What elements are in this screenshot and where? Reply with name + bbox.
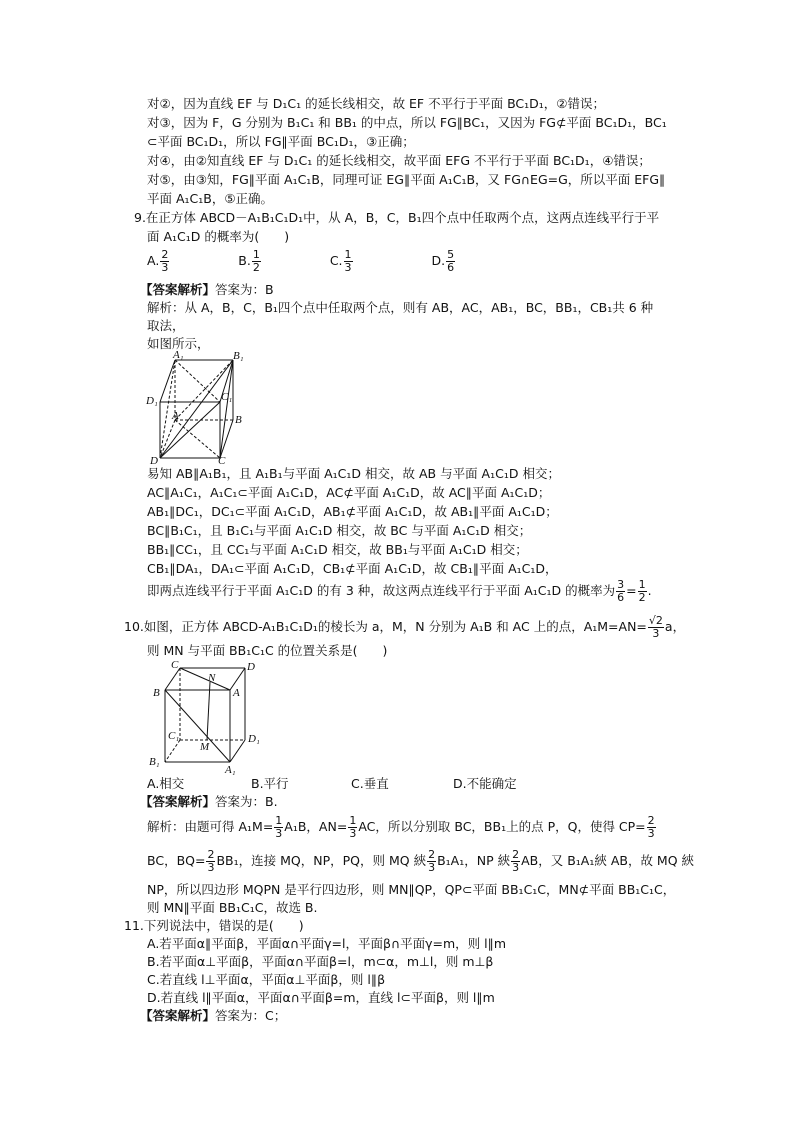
- solution-line: ⊂平面 BC₁D₁，所以 FG∥平面 BC₁D₁，③正确；: [147, 134, 415, 149]
- q9-label-A1: A₁: [173, 350, 184, 361]
- q9-analysis: 取法，: [147, 318, 185, 333]
- q11-option-d: D.若直线 l∥平面α，平面α∩平面β=m，直线 l⊂平面β，则 l∥m: [147, 990, 495, 1005]
- q9-label-D: D: [150, 455, 158, 465]
- q9-analysis: 解析：从 A，B，C，B₁四个点中任取两个点，则有 AB，AC，AB₁，BC，BB₁，CB₁共 6 种: [147, 300, 654, 315]
- q10-analysis: NP，所以四边形 MQPN 是平行四边形，则 MN∥QP，QP⊂平面 BB₁C₁C，MN⊄平面 BB₁C₁C，: [147, 882, 676, 897]
- q10-label-A: A: [233, 687, 240, 699]
- q9-label-B1: B₁: [233, 350, 244, 362]
- q9-answer: 【答案解析】答案为：B: [140, 282, 274, 297]
- q10-option-b: B.平行: [251, 776, 289, 791]
- q10-option-d: D.不能确定: [453, 776, 517, 791]
- q9-reason: AC∥A₁C₁，A₁C₁⊂平面 A₁C₁D，AC⊄平面 A₁C₁D，故 AC∥平面 A₁C₁D；: [147, 485, 551, 500]
- q10-analysis: BC，BQ= $\frac{2}{3}$ BB₁，连接 MQ，NP，PQ，则 MQ 綊 $\frac{2}{3}$ B₁A₁，NP 綊 $\frac{2}{3}$ AB，又 B₁A₁綊 AB，故 MQ 綊: [147, 848, 695, 874]
- q9-label-B: B: [235, 414, 242, 426]
- q10-analysis: 则 MN∥平面 BB₁C₁C，故选 B.: [147, 900, 318, 915]
- q9-label-C1: C₁: [221, 391, 233, 403]
- q10-label-N: N: [208, 672, 216, 684]
- q10-option-c: C.垂直: [351, 776, 389, 791]
- q10-label-A1: A₁: [225, 764, 236, 775]
- solution-line: 对④，由②知直线 EF 与 D₁C₁ 的延长线相交，故平面 EFG 不平行于平面 BC₁D₁，④错误；: [147, 153, 651, 168]
- q9-label-C: C: [218, 455, 226, 465]
- q10-stem: 10.如图，正方体 ABCD-A₁B₁C₁D₁的棱长为 a，M，N 分别为 A₁B 和 AC 上的点，A₁M=AN= $\frac{√2}{3}$ a，: [124, 614, 686, 640]
- q10-analysis: 解析：由题可得 A₁M= $\frac{1}{3}$ A₁B，AN= $\frac{1}{3}$ AC，所以分别取 BC，BB₁上的点 P，Q，使得 CP= $\frac{2}{3}$: [147, 814, 655, 840]
- q10-label-C: C: [171, 660, 179, 671]
- q11-option-a: A.若平面α∥平面β，平面α∩平面γ=l，平面β∩平面γ=m，则 l∥m: [147, 936, 507, 951]
- q10-answer: 【答案解析】答案为：B.: [140, 794, 278, 809]
- q10-label-B1: B₁: [149, 756, 160, 768]
- solution-line: 对②，因为直线 EF 与 D₁C₁ 的延长线相交，故 EF 不平行于平面 BC₁D₁，②错误；: [147, 96, 606, 111]
- q9-analysis: 如图所示，: [147, 336, 210, 351]
- q9-cube-figure: [145, 350, 255, 465]
- solution-line: 平面 A₁C₁B，⑤正确。: [147, 191, 274, 206]
- q11-stem: 11.下列说法中，错误的是( ): [124, 918, 304, 933]
- q10-label-D: D: [247, 661, 255, 673]
- solution-line: 对⑤，由③知，FG∥平面 A₁C₁B，同理可证 EG∥平面 A₁C₁B，又 FG∩EG=G，所以平面 EFG∥: [147, 172, 666, 187]
- q10-option-a: A.相交: [147, 776, 185, 791]
- solution-line: 对③，因为 F，G 分别为 B₁C₁ 和 BB₁ 的中点，所以 FG∥BC₁，又因为 FG⊄平面 BC₁D₁，BC₁: [147, 115, 667, 130]
- q9-label-A: A: [172, 410, 179, 422]
- q9-reason: AB₁∥DC₁，DC₁⊂平面 A₁C₁D，AB₁⊄平面 A₁C₁D，故 AB₁∥平面 A₁C₁D；: [147, 504, 558, 519]
- q9-option-c: C. $\frac{1}{3}$: [329, 248, 352, 274]
- q10-cube-figure: [145, 660, 265, 775]
- q11-option-b: B.若平面α⊥平面β，平面α∩平面β=l，m⊂α，m⊥l，则 m⊥β: [147, 954, 494, 969]
- q11-option-c: C.若直线 l⊥平面α，平面α⊥平面β，则 l∥β: [147, 972, 386, 987]
- q9-reason: BC∥B₁C₁，且 B₁C₁与平面 A₁C₁D 相交，故 BC 与平面 A₁C₁D 相交；: [147, 523, 532, 538]
- q9-reason: CB₁∥DA₁，DA₁⊂平面 A₁C₁D，CB₁⊄平面 A₁C₁D，故 CB₁∥平面 A₁C₁D，: [147, 561, 558, 576]
- q9-stem-cont: 面 A₁C₁D 的概率为( ): [147, 229, 290, 244]
- q9-reason: 易知 AB∥A₁B₁，且 A₁B₁与平面 A₁C₁D 相交，故 AB 与平面 A₁C₁D 相交；: [147, 466, 560, 481]
- q9-options: [147, 246, 456, 276]
- q10-stem-cont: 则 MN 与平面 BB₁C₁C 的位置关系是( ): [147, 643, 388, 658]
- q9-label-D1: D₁: [146, 395, 158, 407]
- q11-answer: 【答案解析】答案为：C；: [140, 1008, 287, 1023]
- q10-label-D1: D₁: [248, 733, 260, 745]
- q9-conclusion: 即两点连线平行于平面 A₁C₁D 的有 3 种，故这两点连线平行于平面 A₁C₁D 的概率为 $\frac{3}{6}$ = $\frac{1}{2}$ .: [147, 578, 652, 604]
- q10-label-B: B: [153, 687, 160, 699]
- q9-option-a: A. $\frac{2}{3}$: [147, 248, 169, 274]
- q9-option-b: B. $\frac{1}{2}$: [238, 248, 260, 274]
- q10-label-C1: C₁: [168, 730, 180, 742]
- q10-label-M: M: [200, 741, 210, 753]
- q9-option-d: D. $\frac{5}{6}$: [431, 248, 455, 274]
- q10-options: [147, 776, 517, 792]
- q9-stem: 9.在正方体 ABCD－A₁B₁C₁D₁中，从 A，B，C，B₁四个点中任取两个点，这两点连线平行于平: [134, 210, 660, 225]
- q9-reason: BB₁∥CC₁，且 CC₁与平面 A₁C₁D 相交，故 BB₁与平面 A₁C₁D 相交；: [147, 542, 528, 557]
